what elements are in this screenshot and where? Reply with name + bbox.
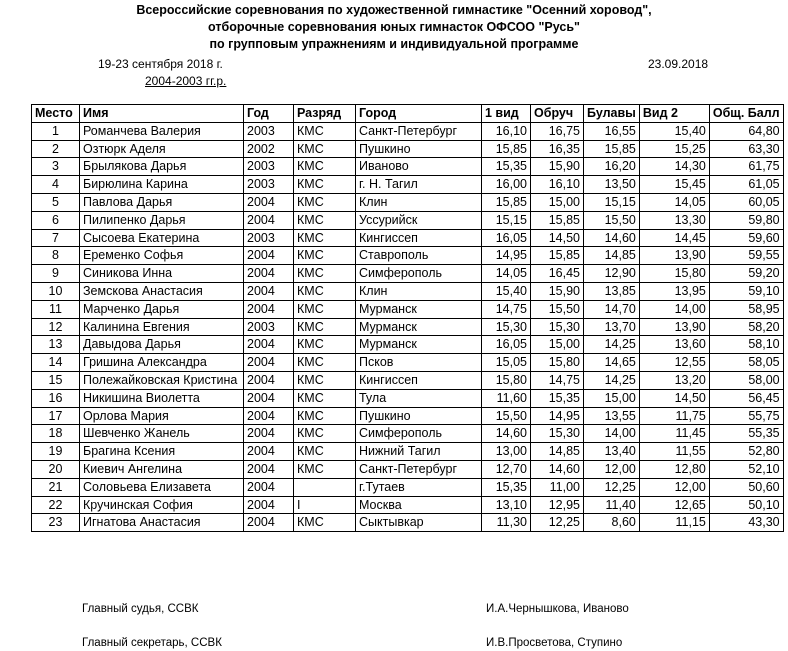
cell-year: 2004 <box>244 336 294 354</box>
cell-total: 52,10 <box>709 460 783 478</box>
cell-city: Пушкино <box>356 407 482 425</box>
cell-score-2: 11,45 <box>639 425 709 443</box>
table-row <box>32 514 784 532</box>
cell-city: Санкт-Петербург <box>356 460 482 478</box>
cell-name: Шевченко Жанель <box>80 425 244 443</box>
cell-place: 14 <box>32 354 80 372</box>
cell-total: 55,75 <box>709 407 783 425</box>
cell-hoop: 16,35 <box>531 140 584 158</box>
cell-hoop: 15,00 <box>531 193 584 211</box>
cell-name: Романчева Валерия <box>80 122 244 140</box>
cell-score-1: 15,85 <box>482 193 531 211</box>
cell-hoop: 15,80 <box>531 354 584 372</box>
cell-city: Клин <box>356 193 482 211</box>
cell-hoop: 15,00 <box>531 336 584 354</box>
cell-score-1: 15,05 <box>482 354 531 372</box>
cell-rank: КМС <box>294 443 356 461</box>
cell-year: 2003 <box>244 176 294 194</box>
cell-place: 4 <box>32 176 80 194</box>
cell-hoop: 15,85 <box>531 211 584 229</box>
table-row <box>32 282 784 300</box>
cell-clubs: 12,90 <box>584 265 640 283</box>
cell-hoop: 12,25 <box>531 514 584 532</box>
table-row <box>32 443 784 461</box>
table-row <box>32 318 784 336</box>
cell-total: 60,05 <box>709 193 783 211</box>
cell-hoop: 14,95 <box>531 407 584 425</box>
cell-city: Кингиссеп <box>356 229 482 247</box>
chief-judge-name: И.А.Чернышкова, Иваново <box>486 603 629 615</box>
cell-score-1: 16,10 <box>482 122 531 140</box>
cell-rank: КМС <box>294 354 356 372</box>
cell-total: 61,75 <box>709 158 783 176</box>
cell-place: 11 <box>32 300 80 318</box>
cell-hoop: 11,00 <box>531 478 584 496</box>
cell-year: 2004 <box>244 460 294 478</box>
cell-rank <box>294 478 356 496</box>
cell-city: Клин <box>356 282 482 300</box>
cell-total: 55,35 <box>709 425 783 443</box>
cell-place: 6 <box>32 211 80 229</box>
cell-city: Санкт-Петербург <box>356 122 482 140</box>
cell-rank: КМС <box>294 158 356 176</box>
cell-score-1: 14,05 <box>482 265 531 283</box>
header-col-score-2: Вид 2 <box>639 105 709 123</box>
cell-clubs: 16,20 <box>584 158 640 176</box>
header-col-year: Год <box>244 105 294 123</box>
cell-place: 12 <box>32 318 80 336</box>
cell-place: 8 <box>32 247 80 265</box>
cell-total: 58,05 <box>709 354 783 372</box>
cell-name: Озтюрк Аделя <box>80 140 244 158</box>
cell-score-2: 13,90 <box>639 318 709 336</box>
table-row <box>32 122 784 140</box>
cell-year: 2003 <box>244 318 294 336</box>
cell-rank: I <box>294 496 356 514</box>
table-row <box>32 389 784 407</box>
table-row <box>32 496 784 514</box>
table-row <box>32 371 784 389</box>
header-col-clubs: Булавы <box>584 105 640 123</box>
cell-clubs: 11,40 <box>584 496 640 514</box>
cell-score-2: 12,55 <box>639 354 709 372</box>
cell-score-1: 14,60 <box>482 425 531 443</box>
cell-clubs: 14,70 <box>584 300 640 318</box>
age-group: 2004-2003 гг.р. <box>145 74 227 88</box>
header-col-place: Место <box>32 105 80 123</box>
cell-rank: КМС <box>294 514 356 532</box>
cell-score-1: 15,30 <box>482 318 531 336</box>
cell-score-1: 15,85 <box>482 140 531 158</box>
cell-place: 1 <box>32 122 80 140</box>
cell-total: 58,10 <box>709 336 783 354</box>
cell-place: 19 <box>32 443 80 461</box>
cell-total: 64,80 <box>709 122 783 140</box>
cell-clubs: 14,00 <box>584 425 640 443</box>
cell-year: 2004 <box>244 425 294 443</box>
cell-hoop: 14,85 <box>531 443 584 461</box>
cell-place: 18 <box>32 425 80 443</box>
cell-rank: КМС <box>294 140 356 158</box>
table-row <box>32 140 784 158</box>
cell-name: Никишина Виолетта <box>80 389 244 407</box>
cell-rank: КМС <box>294 229 356 247</box>
cell-rank: КМС <box>294 122 356 140</box>
cell-score-2: 13,60 <box>639 336 709 354</box>
cell-year: 2004 <box>244 443 294 461</box>
chief-secretary-name: И.В.Просветова, Ступино <box>486 637 623 649</box>
cell-city: Симферополь <box>356 425 482 443</box>
cell-score-1: 13,00 <box>482 443 531 461</box>
table-row <box>32 158 784 176</box>
cell-score-1: 14,95 <box>482 247 531 265</box>
cell-score-2: 14,50 <box>639 389 709 407</box>
cell-clubs: 14,85 <box>584 247 640 265</box>
cell-hoop: 16,45 <box>531 265 584 283</box>
cell-clubs: 15,85 <box>584 140 640 158</box>
cell-clubs: 15,00 <box>584 389 640 407</box>
cell-name: Пилипенко Дарья <box>80 211 244 229</box>
cell-name: Давыдова Дарья <box>80 336 244 354</box>
cell-city: Тула <box>356 389 482 407</box>
cell-total: 50,10 <box>709 496 783 514</box>
cell-name: Кручинская София <box>80 496 244 514</box>
cell-rank: КМС <box>294 371 356 389</box>
cell-score-2: 11,55 <box>639 443 709 461</box>
header-col-rank: Разряд <box>294 105 356 123</box>
cell-score-1: 11,30 <box>482 514 531 532</box>
cell-score-1: 13,10 <box>482 496 531 514</box>
cell-score-2: 12,80 <box>639 460 709 478</box>
chief-secretary-role: Главный секретарь, ССВК <box>82 637 222 649</box>
table-row <box>32 300 784 318</box>
cell-score-2: 11,75 <box>639 407 709 425</box>
cell-name: Бирюлина Карина <box>80 176 244 194</box>
cell-city: Пушкино <box>356 140 482 158</box>
cell-total: 50,60 <box>709 478 783 496</box>
cell-rank: КМС <box>294 300 356 318</box>
table-row <box>32 354 784 372</box>
cell-city: Нижний Тагил <box>356 443 482 461</box>
cell-rank: КМС <box>294 193 356 211</box>
cell-score-1: 16,00 <box>482 176 531 194</box>
cell-city: Кингиссеп <box>356 371 482 389</box>
cell-total: 59,60 <box>709 229 783 247</box>
cell-city: Ставрополь <box>356 247 482 265</box>
document-date: 23.09.2018 <box>648 57 709 71</box>
cell-name: Павлова Дарья <box>80 193 244 211</box>
cell-name: Марченко Дарья <box>80 300 244 318</box>
cell-name: Гришина Александра <box>80 354 244 372</box>
cell-score-2: 13,30 <box>639 211 709 229</box>
cell-total: 58,20 <box>709 318 783 336</box>
cell-clubs: 13,70 <box>584 318 640 336</box>
cell-hoop: 16,10 <box>531 176 584 194</box>
cell-name: Игнатова Анастасия <box>80 514 244 532</box>
cell-name: Брылякова Дарья <box>80 158 244 176</box>
cell-rank: КМС <box>294 265 356 283</box>
cell-clubs: 14,60 <box>584 229 640 247</box>
cell-year: 2003 <box>244 122 294 140</box>
results-table <box>31 104 784 532</box>
cell-year: 2004 <box>244 211 294 229</box>
cell-city: Сыктывкар <box>356 514 482 532</box>
cell-place: 5 <box>32 193 80 211</box>
cell-clubs: 12,00 <box>584 460 640 478</box>
cell-score-2: 15,45 <box>639 176 709 194</box>
cell-rank: КМС <box>294 389 356 407</box>
table-row <box>32 425 784 443</box>
chief-judge-role: Главный судья, ССВК <box>82 603 199 615</box>
cell-score-1: 15,35 <box>482 158 531 176</box>
cell-year: 2004 <box>244 300 294 318</box>
cell-total: 61,05 <box>709 176 783 194</box>
results-body <box>32 122 784 531</box>
cell-score-2: 14,00 <box>639 300 709 318</box>
header-col-city: Город <box>356 105 482 123</box>
cell-city: Псков <box>356 354 482 372</box>
cell-score-1: 15,15 <box>482 211 531 229</box>
cell-year: 2004 <box>244 389 294 407</box>
cell-rank: КМС <box>294 425 356 443</box>
cell-city: Москва <box>356 496 482 514</box>
cell-score-1: 16,05 <box>482 229 531 247</box>
cell-clubs: 15,15 <box>584 193 640 211</box>
cell-city: г. Н. Тагил <box>356 176 482 194</box>
cell-hoop: 14,60 <box>531 460 584 478</box>
cell-place: 3 <box>32 158 80 176</box>
cell-year: 2003 <box>244 158 294 176</box>
cell-score-2: 14,30 <box>639 158 709 176</box>
cell-place: 20 <box>32 460 80 478</box>
cell-total: 58,95 <box>709 300 783 318</box>
cell-score-1: 11,60 <box>482 389 531 407</box>
cell-place: 17 <box>32 407 80 425</box>
cell-total: 59,10 <box>709 282 783 300</box>
cell-score-2: 15,80 <box>639 265 709 283</box>
cell-city: Симферополь <box>356 265 482 283</box>
cell-year: 2004 <box>244 282 294 300</box>
cell-hoop: 15,90 <box>531 282 584 300</box>
cell-clubs: 8,60 <box>584 514 640 532</box>
cell-score-1: 14,75 <box>482 300 531 318</box>
header-col-hoop: Обруч <box>531 105 584 123</box>
cell-place: 9 <box>32 265 80 283</box>
cell-year: 2004 <box>244 407 294 425</box>
cell-score-2: 14,45 <box>639 229 709 247</box>
cell-score-2: 15,40 <box>639 122 709 140</box>
table-row <box>32 247 784 265</box>
cell-name: Соловьева Елизавета <box>80 478 244 496</box>
table-row <box>32 211 784 229</box>
cell-year: 2004 <box>244 514 294 532</box>
cell-city: Мурманск <box>356 318 482 336</box>
cell-year: 2002 <box>244 140 294 158</box>
cell-place: 7 <box>32 229 80 247</box>
cell-name: Синикова Инна <box>80 265 244 283</box>
cell-year: 2004 <box>244 265 294 283</box>
table-row <box>32 407 784 425</box>
cell-city: Мурманск <box>356 300 482 318</box>
cell-total: 58,00 <box>709 371 783 389</box>
cell-place: 15 <box>32 371 80 389</box>
cell-year: 2003 <box>244 229 294 247</box>
cell-score-2: 12,00 <box>639 478 709 496</box>
cell-total: 63,30 <box>709 140 783 158</box>
cell-rank: КМС <box>294 211 356 229</box>
cell-clubs: 13,55 <box>584 407 640 425</box>
cell-rank: КМС <box>294 247 356 265</box>
cell-hoop: 15,50 <box>531 300 584 318</box>
cell-score-1: 16,05 <box>482 336 531 354</box>
cell-clubs: 14,25 <box>584 336 640 354</box>
title-line-3: по групповым упражнениям и индивидуальной программе <box>209 37 579 51</box>
cell-clubs: 15,50 <box>584 211 640 229</box>
title-line-1: Всероссийские соревнования по художественной гимнастике "Осенний хоровод", <box>136 3 652 17</box>
cell-hoop: 15,30 <box>531 425 584 443</box>
cell-rank: КМС <box>294 176 356 194</box>
results-header <box>32 105 784 123</box>
cell-score-1: 15,40 <box>482 282 531 300</box>
table-row <box>32 478 784 496</box>
cell-score-2: 13,95 <box>639 282 709 300</box>
cell-score-2: 15,25 <box>639 140 709 158</box>
title-line-2: отборочные соревнования юных гимнасток ОФСОО "Русь" <box>208 20 580 34</box>
cell-hoop: 12,95 <box>531 496 584 514</box>
cell-score-2: 11,15 <box>639 514 709 532</box>
cell-city: Мурманск <box>356 336 482 354</box>
cell-name: Сысоева Екатерина <box>80 229 244 247</box>
cell-clubs: 13,40 <box>584 443 640 461</box>
cell-hoop: 16,75 <box>531 122 584 140</box>
cell-total: 52,80 <box>709 443 783 461</box>
cell-clubs: 13,85 <box>584 282 640 300</box>
cell-year: 2004 <box>244 478 294 496</box>
cell-year: 2004 <box>244 193 294 211</box>
cell-rank: КМС <box>294 336 356 354</box>
cell-hoop: 15,30 <box>531 318 584 336</box>
cell-score-1: 15,50 <box>482 407 531 425</box>
cell-total: 43,30 <box>709 514 783 532</box>
cell-score-1: 12,70 <box>482 460 531 478</box>
cell-year: 2004 <box>244 354 294 372</box>
cell-clubs: 14,65 <box>584 354 640 372</box>
cell-total: 56,45 <box>709 389 783 407</box>
cell-hoop: 14,75 <box>531 371 584 389</box>
cell-score-2: 12,65 <box>639 496 709 514</box>
cell-total: 59,20 <box>709 265 783 283</box>
cell-year: 2004 <box>244 371 294 389</box>
cell-place: 10 <box>32 282 80 300</box>
header-col-name: Имя <box>80 105 244 123</box>
table-row <box>32 460 784 478</box>
cell-place: 23 <box>32 514 80 532</box>
cell-place: 21 <box>32 478 80 496</box>
cell-hoop: 14,50 <box>531 229 584 247</box>
cell-score-1: 15,35 <box>482 478 531 496</box>
cell-clubs: 13,50 <box>584 176 640 194</box>
cell-rank: КМС <box>294 282 356 300</box>
cell-clubs: 14,25 <box>584 371 640 389</box>
cell-name: Еременко Софья <box>80 247 244 265</box>
cell-name: Калинина Евгения <box>80 318 244 336</box>
cell-clubs: 16,55 <box>584 122 640 140</box>
cell-name: Земскова Анастасия <box>80 282 244 300</box>
table-row <box>32 193 784 211</box>
competition-dates: 19-23 сентября 2018 г. <box>98 57 223 71</box>
cell-name: Полежайковская Кристина <box>80 371 244 389</box>
cell-place: 16 <box>32 389 80 407</box>
cell-score-2: 14,05 <box>639 193 709 211</box>
cell-place: 13 <box>32 336 80 354</box>
header-col-total: Общ. Балл <box>709 105 783 123</box>
table-row <box>32 336 784 354</box>
cell-rank: КМС <box>294 460 356 478</box>
table-row <box>32 176 784 194</box>
cell-year: 2004 <box>244 247 294 265</box>
cell-name: Орлова Мария <box>80 407 244 425</box>
cell-place: 2 <box>32 140 80 158</box>
cell-hoop: 15,85 <box>531 247 584 265</box>
cell-year: 2004 <box>244 496 294 514</box>
cell-rank: КМС <box>294 318 356 336</box>
cell-score-2: 13,20 <box>639 371 709 389</box>
cell-hoop: 15,35 <box>531 389 584 407</box>
cell-city: Уссурийск <box>356 211 482 229</box>
cell-score-2: 13,90 <box>639 247 709 265</box>
cell-name: Киевич Ангелина <box>80 460 244 478</box>
cell-name: Брагина Ксения <box>80 443 244 461</box>
cell-total: 59,80 <box>709 211 783 229</box>
cell-hoop: 15,90 <box>531 158 584 176</box>
cell-score-1: 15,80 <box>482 371 531 389</box>
cell-city: г.Тутаев <box>356 478 482 496</box>
table-row <box>32 265 784 283</box>
cell-clubs: 12,25 <box>584 478 640 496</box>
header-col-score-1: 1 вид <box>482 105 531 123</box>
cell-total: 59,55 <box>709 247 783 265</box>
table-row <box>32 229 784 247</box>
cell-rank: КМС <box>294 407 356 425</box>
cell-city: Иваново <box>356 158 482 176</box>
cell-place: 22 <box>32 496 80 514</box>
